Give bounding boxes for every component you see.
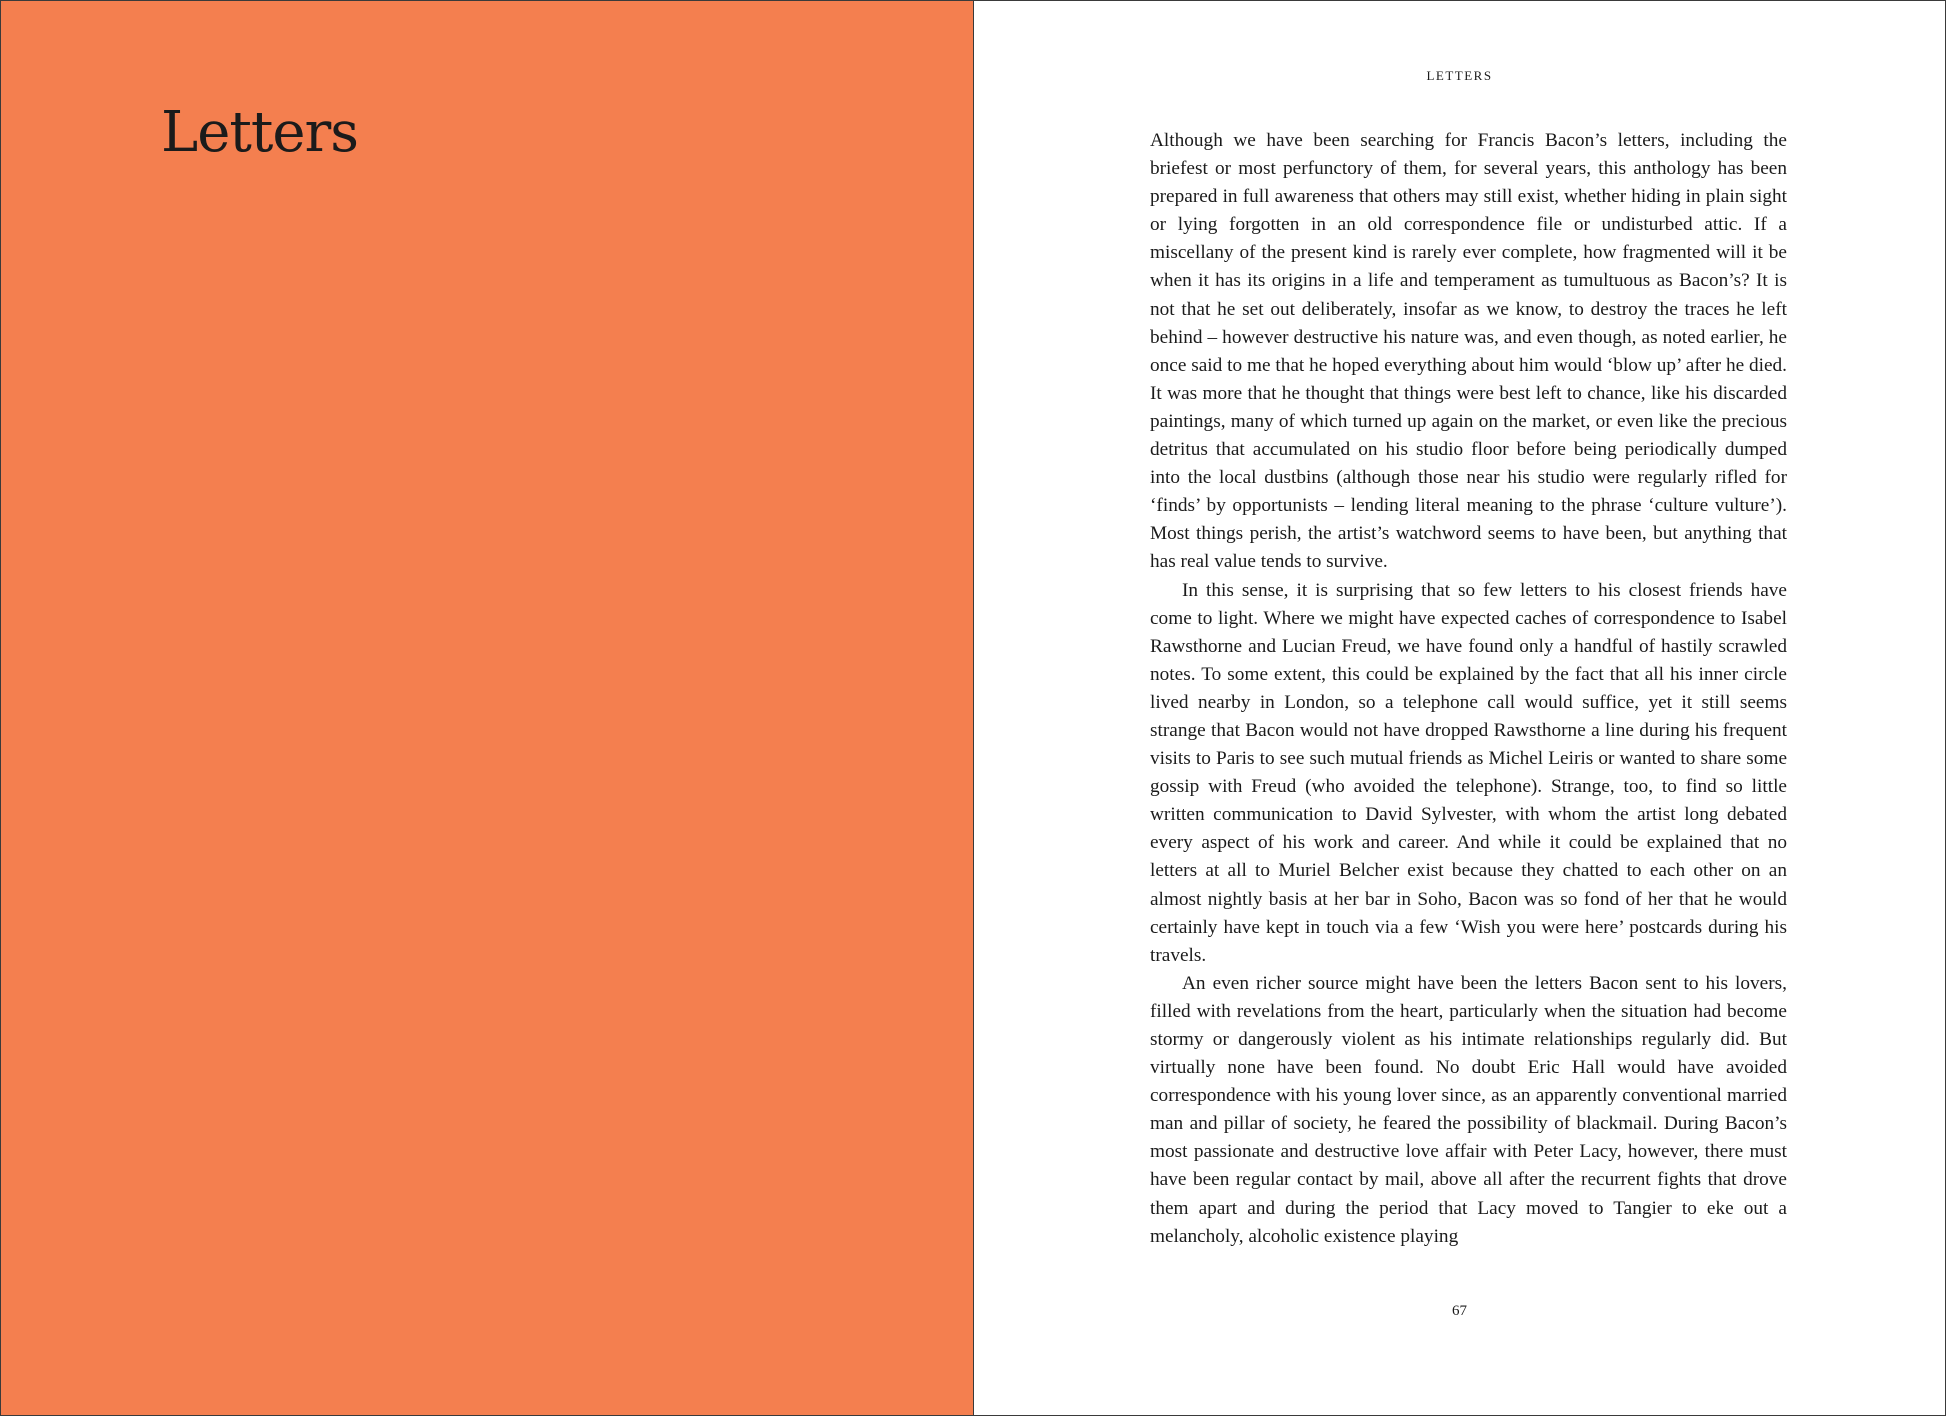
- body-text: [1150, 127, 1787, 1251]
- paragraph: An even richer source might have been the letters Bacon sent to his lovers, filled with revelations from the heart, particularly when the situation had become stormy or dangerously violent as his intimate relationships regularly did. But virtually none have been found. No doubt Eric Hall would have avoided correspondence with his young lover since, as an apparently conventional married man and pillar of society, he feared the possibility of blackmail. During Bacon’s most passionate and destructive love affair with Peter Lacy, however, there must have been regular contact by mail, above all after the recurrent fights that drove them apart and during the period that Lacy moved to Tangier to eke out a melancholy, alcoholic existence playing: [1150, 972, 1787, 1247]
- page-number: 67: [1452, 1303, 1467, 1319]
- running-head: LETTERS: [1426, 68, 1493, 83]
- paragraph: Although we have been searching for Francis Bacon’s letters, including the briefest or most perfunctory of them, for several years, this anthology has been prepared in full awareness that others may still exist, whether hiding in plain sight or lying forgotten in an old correspondence file or undisturbed attic. If a miscellany of the present kind is rarely ever complete, how fragmented will it be when it has its origins in a life and temperament as tumultuous as Bacon’s? It is not that he set out deliberately, insofar as we know, to destroy the traces he left behind – however destructive his nature was, and even though, as noted earlier, he once said to me that he hoped everything about him would ‘blow up’ after he died. It was more that he thought that things were best left to chance, like his discarded paintings, many of which turned up again on the market, or even like the precious detritus that accumulated on his studio floor before being periodically dumped into the local dustbins (although those near his studio were regularly rifled for ‘finds’ by opportunists – lending literal meaning to the phrase ‘culture vulture’). Most things perish, the artist’s watchword seems to have been, but anything that has real value tends to survive.: [1150, 130, 1787, 573]
- right-page: [974, 1, 1945, 1415]
- paragraph: In this sense, it is surprising that so few letters to his closest friends have come to light. Where we might have expected caches of correspondence to Isabel Rawsthorne and Lucian Freud, we have found only a handful of hastily scrawled notes. To some extent, this could be explained by the fact that all his inner circle lived nearby in London, so a telephone call would suffice, yet it still seems strange that Bacon would not have dropped Rawsthorne a line during his frequent visits to Paris to see such mutual friends as Michel Leiris or wanted to share some gossip with Freud (who avoided the telephone). Strange, too, to find so little written communication to David Sylvester, with whom the artist long debated every aspect of his work and career. And while it could be explained that no letters at all to Muriel Belcher exist because they chatted to each other on an almost nightly basis at her bar in Soho, Bacon was so fond of her that he would certainly have kept in touch via a few ‘Wish you were here’ postcards during his travels.: [1150, 579, 1787, 966]
- left-page: [1, 1, 974, 1415]
- chapter-title: Letters: [161, 100, 358, 165]
